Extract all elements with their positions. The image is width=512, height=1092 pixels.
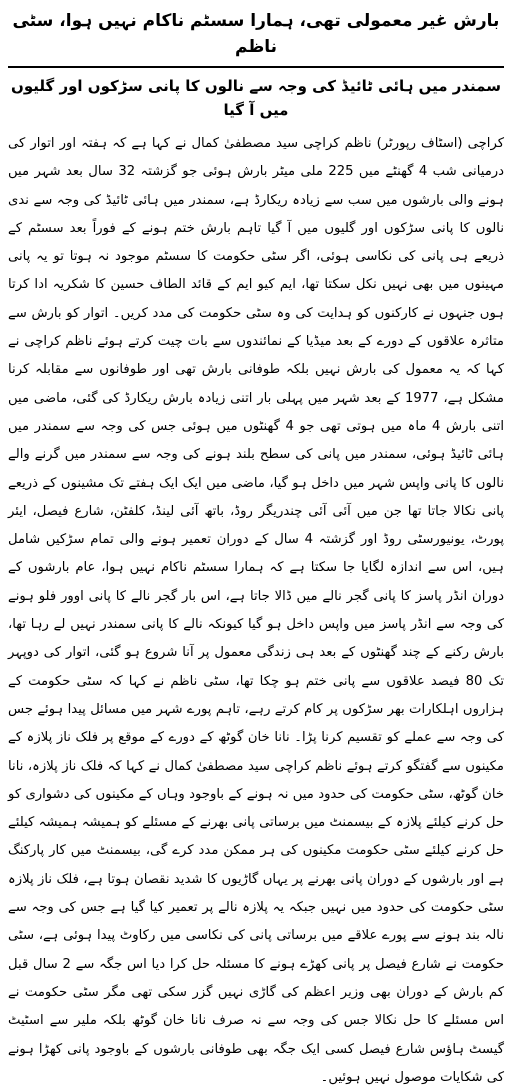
subheadline: سمندر میں ہائی ٹائیڈ کی وجہ سے نالوں کا پانی سڑکوں اور گلیوں میں آ گیا [11, 77, 501, 119]
divider-rule [8, 66, 504, 68]
headline: بارش غیر معمولی تھی، ہمارا سسٹم ناکام نہیں ہوا، سٹی ناظم [12, 11, 500, 57]
article-body [8, 130, 504, 1092]
article-body-text: کراچی (اسٹاف رپورٹر) ناظم کراچی سید مصطفیٰ کمال نے کہا ہے کہ ہفتہ اور اتوار کی درمیانی شب 4 گھنٹے میں 225 ملی میٹر بارش ہوئی جو گزشتہ 32 سال بعد شہر میں ہونے والی بارشوں میں سب سے زیادہ ریکارڈ ہے، سمندر میں ہائی ٹائیڈ کی وجہ سے ندی نالوں کا پانی سڑکوں اور گلیوں میں آ گیا تاہم بارش ختم ہونے کے فوراً بعد سسٹم کے ذریعے ہی پانی کی نکاسی ہوئی، اگر سٹی حکومت کا سسٹم موجود نہ ہوتا تو یہ پانی مہینوں میں بھی نہیں نکل سکتا تھا، ایم کیو ایم کے قائد الطاف حسین کا شکریہ ادا کرتا ہوں جنہوں نے کارکنوں کو ہدایت کی وہ سٹی حکومت کی مدد کریں۔ اتوار کو بارش سے متاثرہ علاقوں کے دورے کے بعد میڈیا کے نمائندوں سے بات چیت کرتے ہوئے ناظم کراچی نے کہا کہ یہ معمول کی بارش نہیں بلکہ طوفانی بارش تھی اور طوفانوں سے مقابلہ کرنا مشکل ہے، 1977 کے بعد شہر میں پہلی بار اتنی زیادہ بارش ریکارڈ کی گئی، ماضی میں اتنی بارش 4 ماہ میں ہوتی تھی جو 4 گھنٹوں میں ہوئی جس کی وجہ سے سمندر میں ہائی ٹائیڈ ہوئی، سمندر میں پانی کی سطح بلند ہونے کی وجہ سے سمندر میں گرنے والے نالوں کا پانی واپس شہر میں داخل ہو گیا، ماضی میں ایک ایک ہفتے تک مشینوں کے ذریعے پانی نکالا جاتا تھا جن میں آئی آئی چندریگر روڈ، باتھ آئی لینڈ، کلفٹن، شارع فیصل، ایئر پورٹ، یونیورسٹی روڈ اور گزشتہ 4 سال کے دوران تعمیر ہونے والی تمام سڑکیں شامل ہیں، اس سے اندازہ لگایا جا سکتا ہے کہ ہمارا سسٹم ناکام نہیں ہوا، عام بارشوں کے دوران انڈر پاسز کا پانی گجر نالے میں ڈالا جاتا ہے، اس بار گجر نالے کا پانی اوور فلو ہونے کی وجہ سے انڈر پاسز میں واپس داخل ہو گیا کیونکہ نالے کا پانی سمندر نہیں لے رہا تھا، بارش رکنے کے چند گھنٹوں کے بعد ہی زندگی معمول پر آنا شروع ہو گئی، اتوار کی دوپہر تک 80 فیصد علاقوں سے پانی ختم ہو چکا تھا، سٹی ناظم نے کہا کہ سٹی حکومت کے ہزاروں اہلکارات بھر سڑکوں پر کام کرتے رہے، تاہم پورے شہر میں مسائل پیدا ہوئے جس کی وجہ سے عملے کو تقسیم کرنا پڑا۔ نانا خان گوٹھ کے دورے کے موقع پر فلک ناز پلازہ کے مکینوں سے گفتگو کرتے ہوئے ناظم کراچی سید مصطفیٰ کمال نے کہا کہ فلک ناز پلازہ، نانا خان گوٹھ، سٹی حکومت کی حدود میں نہ ہونے کے باوجود وہاں کے مکینوں کی دشواری کو حل کرنے کیلئے پلازہ کے بیسمنٹ میں برساتی پانی بھرنے کے مسئلے کو ہمیشہ ہمیشہ کیلئے حل کرنے کیلئے سٹی حکومت مکینوں کی ہر ممکن مدد کرے گی، بیسمنٹ میں کار پارکنگ ہے اور بارشوں کے دوران پانی بھرنے پر یہاں گاڑیوں کا شدید نقصان ہوتا ہے، فلک ناز پلازہ سٹی حکومت کی حدود میں نہیں جبکہ یہ پلازہ نالے پر تعمیر کیا گیا ہے جس کی وجہ سے نالہ بند ہونے سے پورے علاقے میں برساتی پانی کی نکاسی میں رکاوٹ پیدا ہوئی ہے، سٹی حکومت نے شارع فیصل پر پانی کھڑے ہونے کا مسئلہ حل کرا دیا اس جگہ سے 2 سال قبل کم بارش کے دوران بھی وزیر اعظم کی گاڑی نہیں گزر سکی تھی مگر سٹی حکومت نے اس مسئلے کا حل نکالا جس کی وجہ سے نہ صرف نانا خان گوٹھ بلکہ ملیر سے اسٹیٹ گیسٹ ہاؤس شارع فیصل کسی ایک جگہ بھی طوفانی بارشوں کے باوجود پانی کھڑا ہونے کی شکایات موصول نہیں ہوئیں۔ [8, 136, 505, 1085]
